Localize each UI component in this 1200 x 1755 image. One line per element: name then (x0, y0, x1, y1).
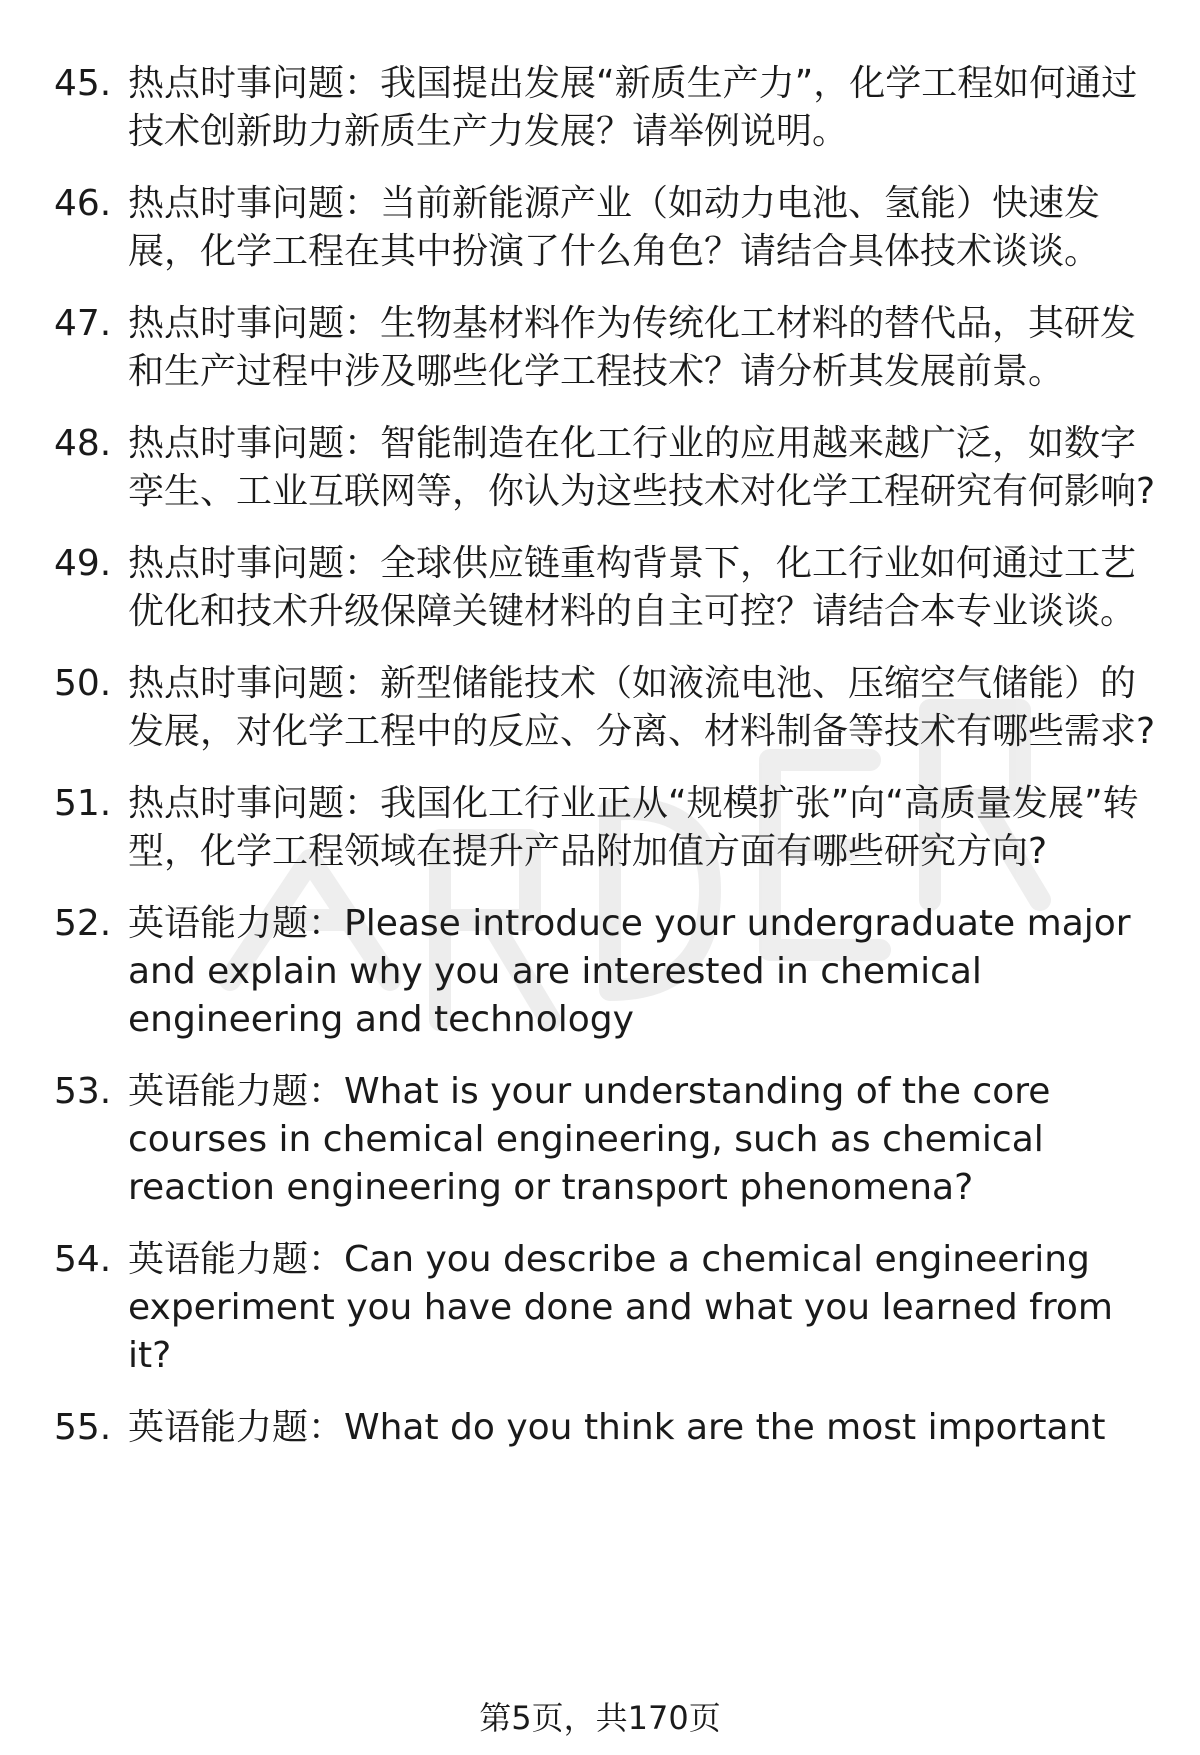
question-text: 热点时事问题：我国化工行业正从“规模扩张”向“高质量发展”转型，化学工程领域在提升产品附加值方面有哪些研究方向? (128, 783, 1139, 872)
question-text: 热点时事问题：全球供应链重构背景下，化工行业如何通过工艺优化和技术升级保障关键材料的自主可控？请结合本专业谈谈。 (128, 543, 1137, 632)
list-item (54, 660, 1164, 756)
question-number: 53. (54, 1071, 112, 1112)
question-text: 热点时事问题：当前新能源产业（如动力电池、氢能）快速发展，化学工程在其中扮演了什么角色？请结合具体技术谈谈。 (128, 183, 1101, 272)
question-number: 50. (54, 663, 112, 704)
question-text: 热点时事问题：新型储能技术（如液流电池、压缩空气储能）的发展，对化学工程中的反应、分离、材料制备等技术有哪些需求? (128, 663, 1156, 752)
list-item (54, 180, 1164, 276)
question-text: 英语能力题：Please introduce your undergraduate major and explain why you are interested in chemical engineering and technology (128, 903, 1131, 1040)
question-text: 热点时事问题：智能制造在化工行业的应用越来越广泛，如数字孪生、工业互联网等，你认为这些技术对化学工程研究有何影响? (128, 423, 1156, 512)
page-number-footer: 第5页，共170页 (479, 1699, 721, 1737)
question-number: 49. (54, 543, 112, 584)
question-text: 热点时事问题：生物基材料作为传统化工材料的替代品，其研发和生产过程中涉及哪些化学工程技术？请分析其发展前景。 (128, 303, 1137, 392)
question-number: 54. (54, 1239, 112, 1280)
list-item (54, 300, 1164, 396)
list-item (54, 1236, 1164, 1380)
list-item (54, 780, 1164, 876)
question-text: 热点时事问题：我国提出发展“新质生产力”，化学工程如何通过技术创新助力新质生产力发展？请举例说明。 (128, 63, 1138, 152)
list-item (54, 60, 1164, 156)
question-number: 55. (54, 1407, 112, 1448)
list-item (54, 420, 1164, 516)
list-item (54, 1404, 1164, 1452)
question-number: 46. (54, 183, 112, 224)
question-list (54, 60, 1164, 1476)
question-number: 52. (54, 903, 112, 944)
list-item (54, 1068, 1164, 1212)
list-item (54, 540, 1164, 636)
question-text: 英语能力题：What do you think are the most important (128, 1407, 1106, 1448)
question-number: 51. (54, 783, 112, 824)
question-number: 48. (54, 423, 112, 464)
question-text: 英语能力题：What is your understanding of the core courses in chemical engineering, such as chemical reaction engineering or transport phenomena? (128, 1071, 1051, 1208)
list-item (54, 900, 1164, 1044)
question-number: 47. (54, 303, 112, 344)
question-number: 45. (54, 63, 112, 104)
question-text: 英语能力题：Can you describe a chemical engineering experiment you have done and what you learned from it? (128, 1239, 1113, 1376)
